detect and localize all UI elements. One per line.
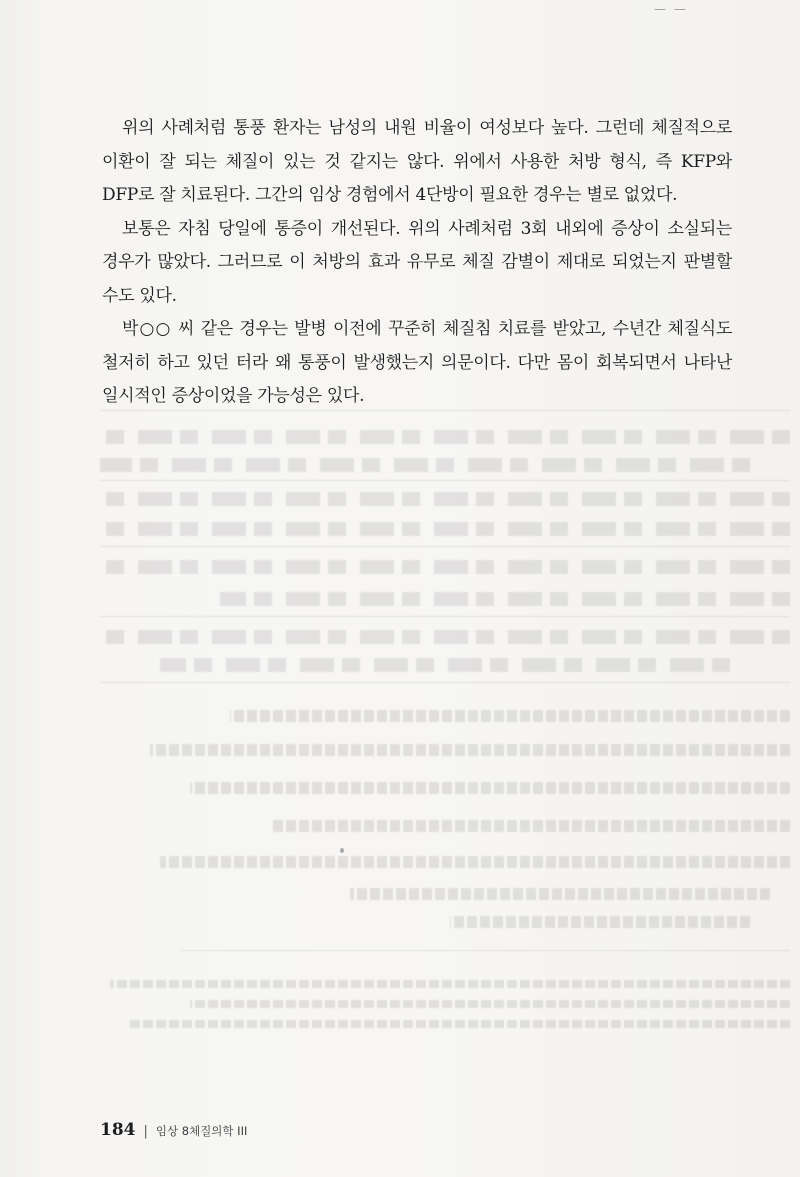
paper-speck bbox=[340, 848, 344, 853]
paragraph-2: 보통은 자침 당일에 통증이 개선된다. 위의 사례처럼 3회 내외에 증상이 소실되는 경우가 많았다. 그러므로 이 처방의 효과 유무로 체질 감별이 제대로 되었는지 판별할 수도 있다. bbox=[102, 218, 732, 306]
page-number: 184 bbox=[100, 1120, 136, 1140]
book-title: 임상 8체질의학 III bbox=[155, 1124, 248, 1138]
page-footer bbox=[100, 1120, 247, 1140]
paragraph-1: 위의 사례처럼 통풍 환자는 남성의 내원 비율이 여성보다 높다. 그런데 체질적으로 이환이 잘 되는 체질이 있는 것 같지는 않다. 위에서 사용한 처방 형식, 즉 KFP와 DFP로 잘 치료된다. 그간의 임상 경험에서 4단방이 필요한 경우는 별로 없었다. bbox=[102, 118, 732, 205]
corner-mark: — — bbox=[654, 2, 688, 16]
body-text bbox=[102, 112, 732, 414]
bleed-through-texture bbox=[100, 410, 790, 1050]
footer-separator: | bbox=[143, 1124, 148, 1139]
paragraph-3: 박○○ 씨 같은 경우는 발병 이전에 꾸준히 체질침 치료를 받았고, 수년간 체질식도 철저히 하고 있던 터라 왜 통풍이 발생했는지 의문이다. 다만 몸이 회복되면서 나타난 일시적인 증상이었을 가능성은 있다. bbox=[102, 319, 732, 406]
